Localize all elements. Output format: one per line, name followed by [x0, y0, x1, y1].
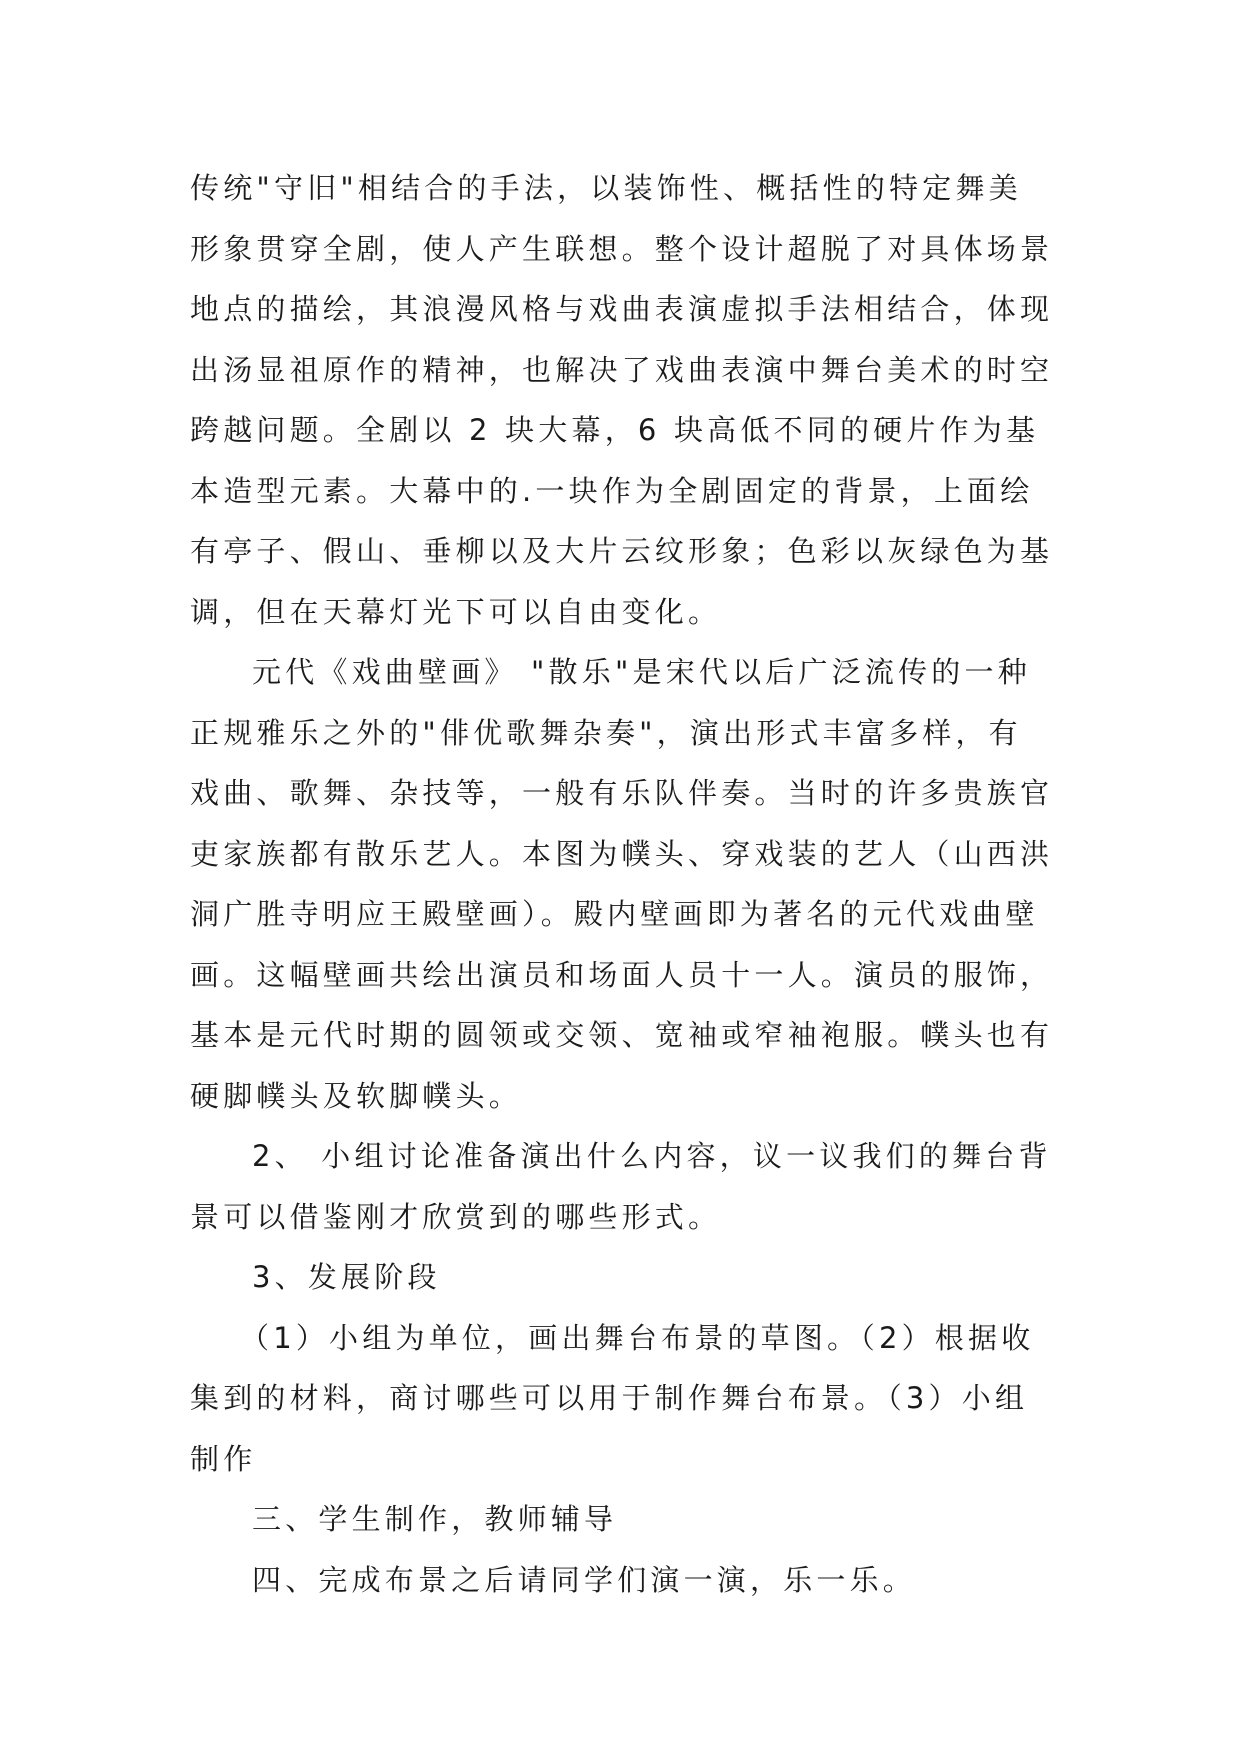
paragraph-stage-design: 传统"守旧"相结合的手法，以装饰性、概括性的特定舞美形象贯穿全剧，使人产生联想。整个设计超脱了对具体场景地点的描绘，其浪漫风格与戏曲表演虚拟手法相结合，体现出汤显祖原作的精神，也解决了戏曲表演中舞台美术的时空跨越问题。全剧以 2 块大幕，6 块高低不同的硬片作为基本造型元素。大幕中的.一块作为全剧固定的背景，上面绘有亭子、假山、垂柳以及大片云纹形象；色彩以灰绿色为基调，但在天幕灯光下可以自由变化。 [190, 171, 1054, 629]
paragraph-development-stage: 3、发展阶段 [252, 1260, 441, 1294]
paragraph-group-discussion: 2、 小组讨论准备演出什么内容，议一议我们的舞台背景可以借鉴刚才欣赏到的哪些形式。 [190, 1139, 1052, 1234]
document-body [190, 158, 1055, 1610]
paragraph-group-steps: （1）小组为单位，画出舞台布景的草图。（2）根据收集到的材料，商讨哪些可以用于制作舞台布景。（3）小组制作 [190, 1320, 1035, 1476]
paragraph-perform: 四、完成布景之后请同学们演一演，乐一乐。 [252, 1562, 917, 1597]
paragraph-student-production: 三、学生制作，教师辅导 [252, 1502, 618, 1536]
paragraph-yuan-mural: 元代《戏曲壁画》 "散乐"是宋代以后广泛流传的一种正规雅乐之外的"俳优歌舞杂奏"，演出形式丰富多样，有戏曲、歌舞、杂技等，一般有乐队伴奏。当时的许多贵族官吏家族都有散乐艺人。本图为幞头、穿戏装的艺人（山西洪洞广胜寺明应王殿壁画）。殿内壁画即为著名的元代戏曲壁画。这幅壁画共绘出演员和场面人员十一人。演员的服饰，基本是元代时期的圆领或交领、宽袖或窄袖袍服。幞头也有硬脚幞头及软脚幞头。 [190, 655, 1054, 1113]
